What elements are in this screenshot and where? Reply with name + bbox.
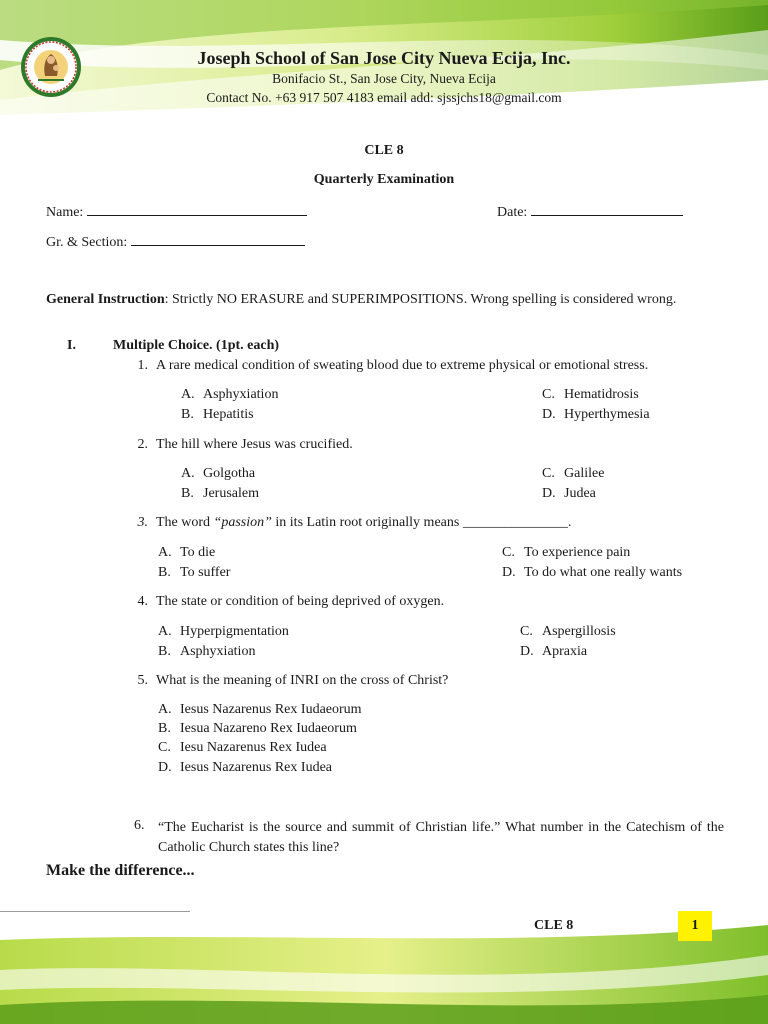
school-name: Joseph School of San Jose City Nueva Ecija, Inc. xyxy=(197,48,571,68)
option-4d[interactable]: D. Apraxia xyxy=(520,644,588,659)
question-number: 1. xyxy=(137,358,148,373)
question-text: What is the meaning of INRI on the cross of Christ? xyxy=(156,673,449,688)
question-number: 4. xyxy=(137,594,148,609)
school-address: Bonifacio St., San Jose City, Nueva Ecija xyxy=(272,71,496,86)
option-4a[interactable]: A. Hyperpigmentation xyxy=(158,624,289,639)
option-3d[interactable]: D. To do what one really wants xyxy=(502,565,683,580)
option-1c[interactable]: C. Hematidrosis xyxy=(542,387,639,402)
page-number: 1 xyxy=(678,911,712,941)
option-2b[interactable]: B. Jerusalem xyxy=(181,486,259,501)
section-blank[interactable] xyxy=(131,232,305,246)
option-2d[interactable]: D. Judea xyxy=(542,486,596,501)
question-6-number: 6. xyxy=(134,818,145,833)
question-text: The hill where Jesus was crucified. xyxy=(156,437,353,452)
footer-banner xyxy=(0,900,768,1024)
exam-subject: CLE 8 xyxy=(364,143,404,158)
date-blank[interactable] xyxy=(531,202,683,216)
name-line xyxy=(46,202,307,221)
option-1b[interactable]: B. Hepatitis xyxy=(181,407,254,422)
part-title: Multiple Choice. (1pt. each) xyxy=(113,338,280,353)
option-5d[interactable]: D. Iesus Nazarenus Rex Iudea xyxy=(158,760,332,775)
name-label: Name: xyxy=(46,205,84,220)
option-5c[interactable]: C. Iesu Nazarenus Rex Iudea xyxy=(158,740,327,755)
question-text: The state or condition of being deprived of oxygen. xyxy=(156,594,445,609)
question-text: The word “passion” in its Latin root originally means _______________. xyxy=(156,515,572,530)
footer-motto: Make the difference... xyxy=(46,862,195,879)
option-2c[interactable]: C. Galilee xyxy=(542,466,605,481)
date-line xyxy=(497,202,683,221)
option-3c[interactable]: C. To experience pain xyxy=(502,545,631,560)
name-blank[interactable] xyxy=(87,202,307,216)
option-3a[interactable]: A. To die xyxy=(158,545,216,560)
option-5b[interactable]: B. Iesua Nazareno Rex Iudaeorum xyxy=(158,721,357,736)
footer-divider xyxy=(0,911,190,912)
question-6-text: “The Eucharist is the source and summit of Christian life.” What number in the Catechism of the Catholic Church states this line? xyxy=(158,820,724,855)
date-label: Date: xyxy=(497,205,528,220)
footer-subject: CLE 8 xyxy=(534,918,574,933)
instruction-text: : Strictly NO ERASURE and SUPERIMPOSITIONS. Wrong spelling is considered wrong. xyxy=(164,292,677,307)
school-contact: Contact No. +63 917 507 4183 email add: sjssjchs18@gmail.com xyxy=(206,90,562,105)
part-roman: I. xyxy=(67,338,76,353)
option-3b[interactable]: B. To suffer xyxy=(158,565,231,580)
general-instruction xyxy=(46,290,722,309)
option-1a[interactable]: A. Asphyxiation xyxy=(181,387,279,402)
option-2a[interactable]: A. Golgotha xyxy=(181,466,256,481)
question-number: 2. xyxy=(137,437,148,452)
instruction-label: General Instruction xyxy=(46,292,165,307)
exam-title: Quarterly Examination xyxy=(313,172,455,187)
option-4c[interactable]: C. Aspergillosis xyxy=(520,624,616,639)
section-line xyxy=(46,232,305,251)
question-number: 3. xyxy=(137,515,148,530)
question-text: A rare medical condition of sweating blood due to extreme physical or emotional stress. xyxy=(156,358,649,373)
question-number: 5. xyxy=(137,673,148,688)
option-1d[interactable]: D. Hyperthymesia xyxy=(542,407,650,422)
section-label: Gr. & Section: xyxy=(46,235,128,250)
option-5a[interactable]: A. Iesus Nazarenus Rex Iudaeorum xyxy=(158,702,362,717)
option-4b[interactable]: B. Asphyxiation xyxy=(158,644,256,659)
